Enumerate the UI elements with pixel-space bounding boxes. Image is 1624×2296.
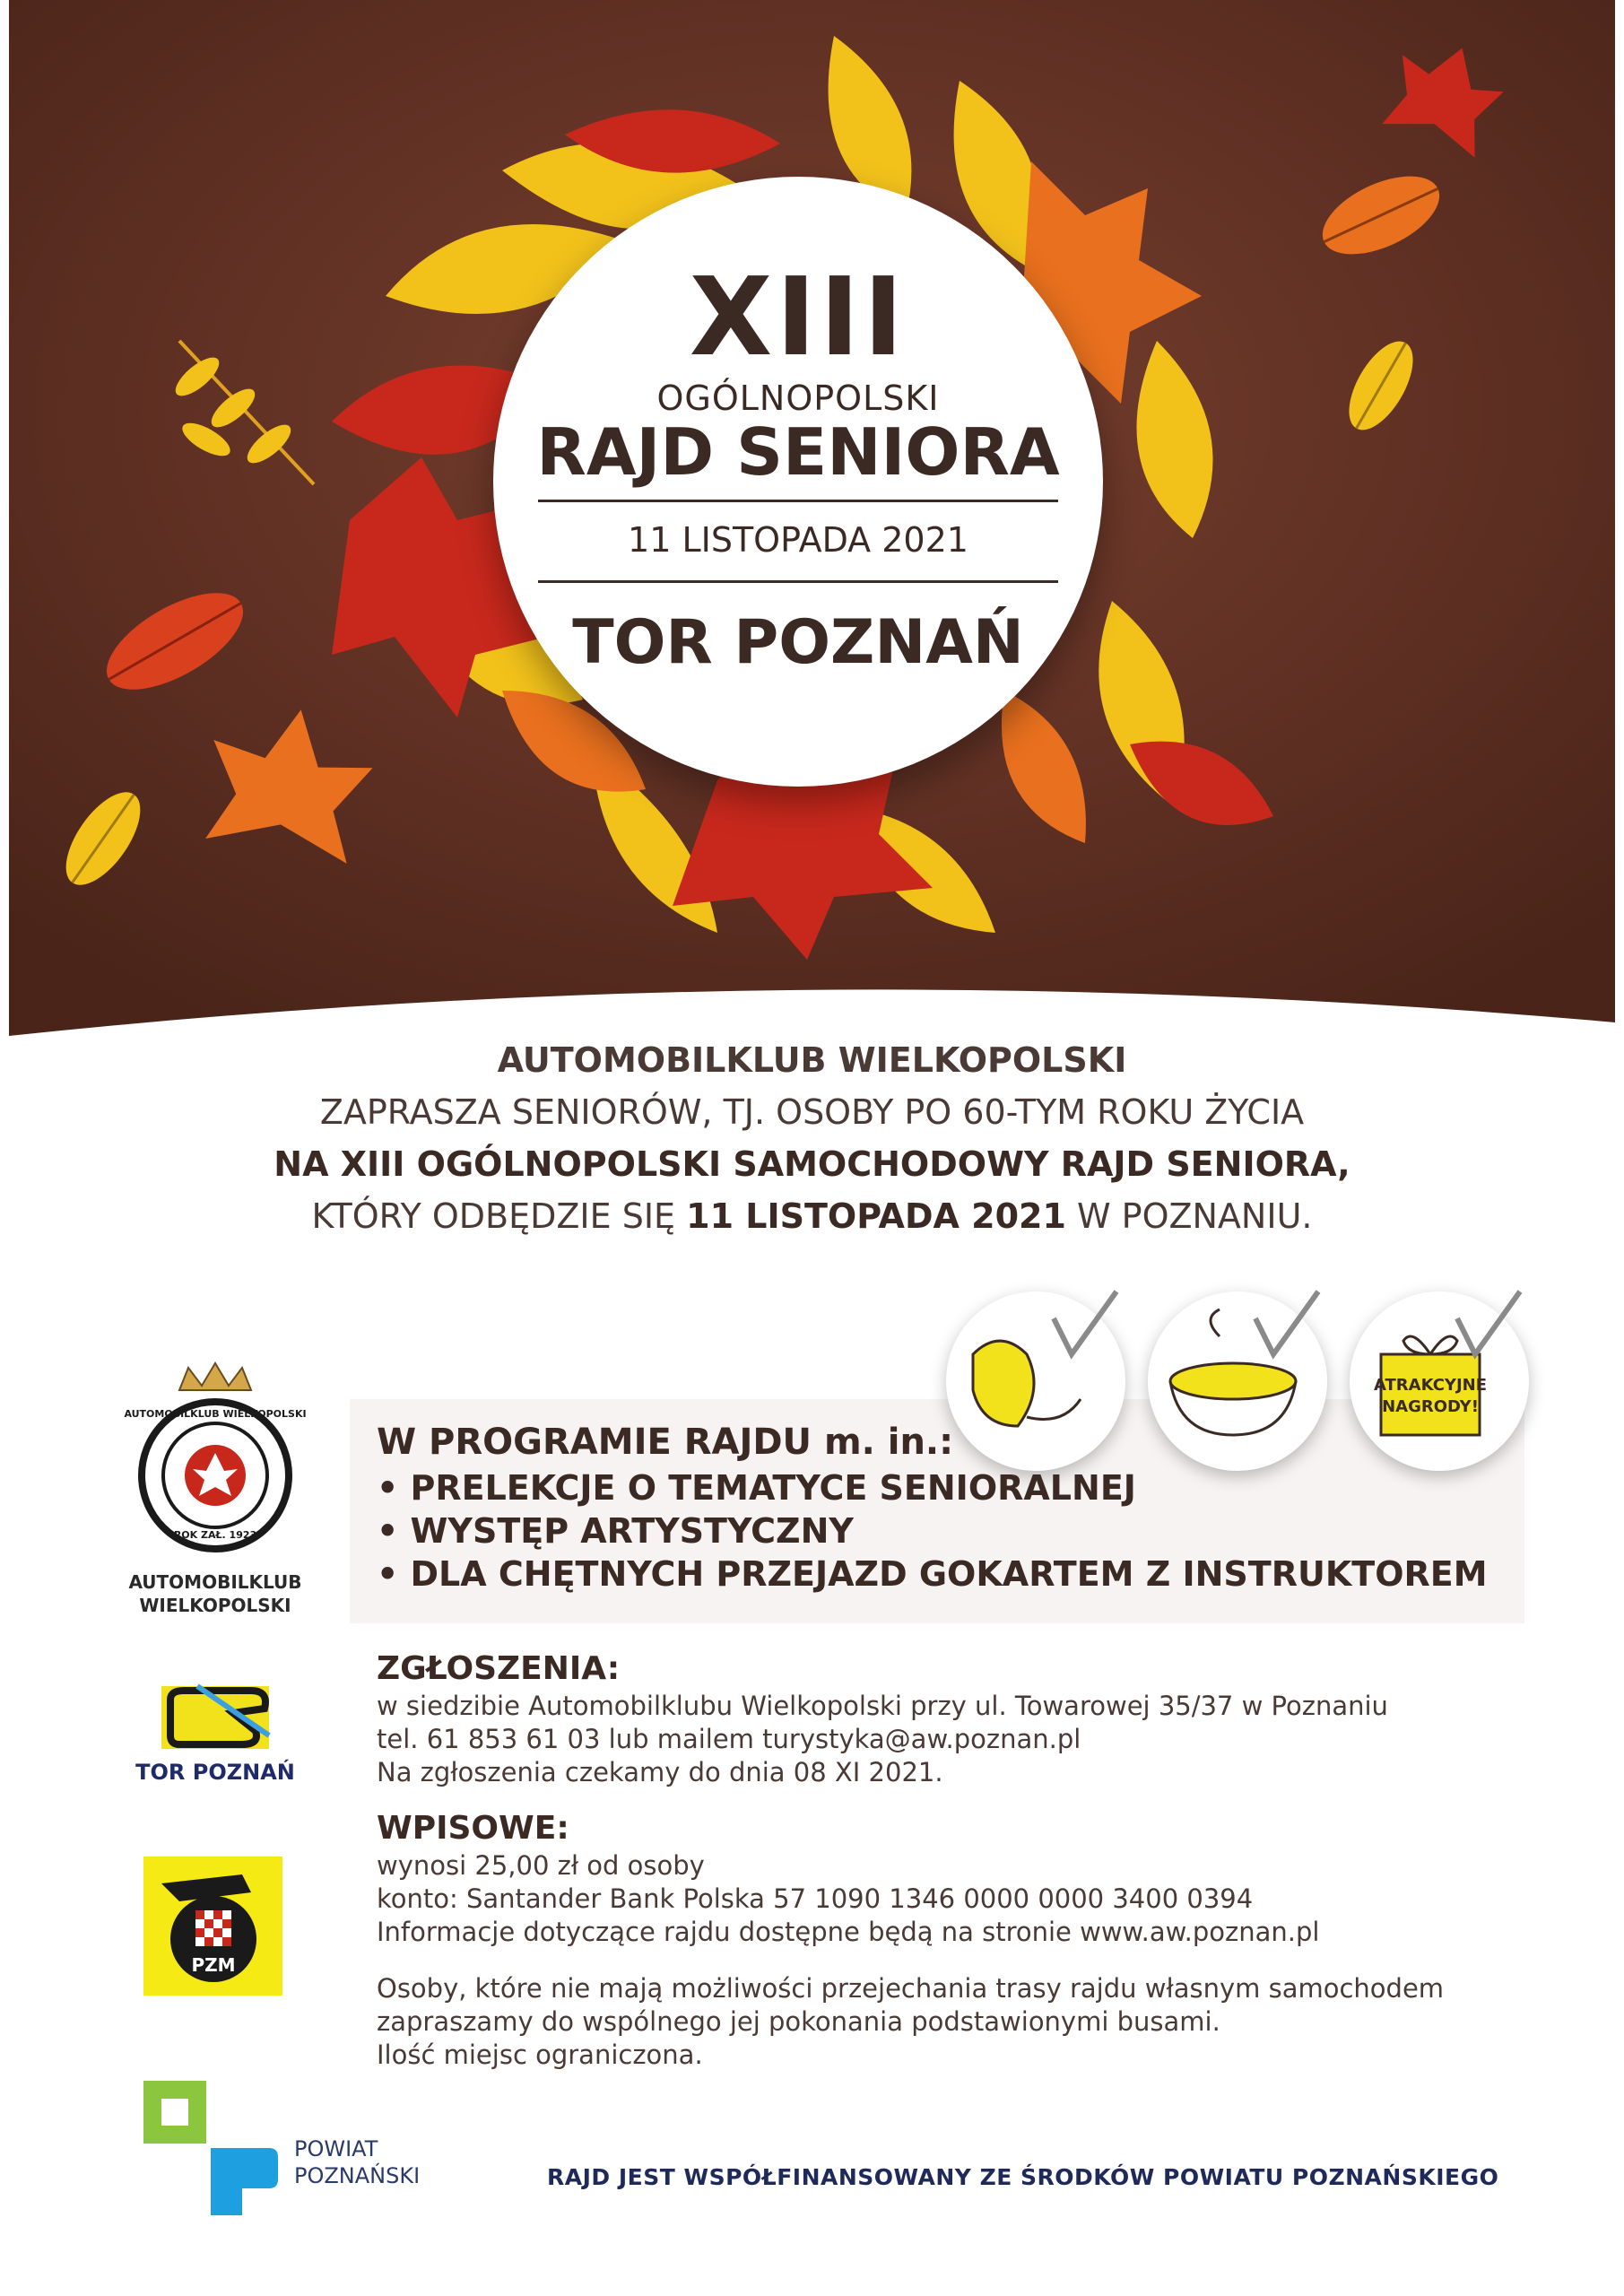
coffee-badge <box>1148 1292 1327 1471</box>
bus-note-line: zapraszamy do wspólnego jej pokonania podstawionymi busami. <box>377 2006 1220 2037</box>
powiat-emblem <box>143 2081 278 2215</box>
divider-top <box>538 500 1058 502</box>
intro-line-2: ZAPRASZA SENIORÓW, TJ. OSOBY PO 60-TYM ROKU ŻYCIA <box>319 1092 1305 1132</box>
title-circle <box>493 177 1103 787</box>
bus-note-line: Ilość miejsc ograniczona. <box>377 2039 703 2070</box>
registration-title: ZGŁOSZENIA: <box>377 1650 621 1687</box>
automobilklub-label-2: WIELKOPOLSKI <box>139 1595 291 1616</box>
prizes-line-1: ATRAKCYJNE <box>1373 1376 1488 1395</box>
pzm-label: PZM <box>191 1954 236 1976</box>
program-item: • WYSTĘP ARTYSTYCZNY <box>377 1511 854 1551</box>
prizes-line-2: NAGRODY! <box>1382 1397 1479 1416</box>
powiat-label-1: POWIAT <box>294 2136 378 2161</box>
intro-line-4-date: 11 LISTOPADA 2021 <box>686 1196 1066 1236</box>
program-item: • PRELEKCJE O TEMATYCE SENIORALNEJ <box>377 1468 1136 1508</box>
program-item: • DLA CHĘTNYCH PRZEJAZD GOKARTEM Z INSTRUKTOREM <box>377 1554 1488 1594</box>
fee-title: WPISOWE: <box>377 1810 569 1847</box>
pzm-emblem <box>143 1857 282 1996</box>
divider-bottom <box>538 580 1058 583</box>
registration-line: Na zgłoszenia czekamy do dnia 08 XI 2021. <box>377 1757 943 1787</box>
fee-line: wynosi 25,00 zł od osoby <box>377 1850 705 1881</box>
event-date: 11 LISTOPADA 2021 <box>628 520 968 560</box>
gift-icon <box>1350 1292 1529 1471</box>
edition-subtitle: OGÓLNOPOLSKI <box>656 378 940 418</box>
event-venue: TOR POZNAŃ <box>572 607 1024 678</box>
coffee-cup-icon <box>1148 1292 1327 1471</box>
hero-banner <box>9 0 1615 1040</box>
registration-line: tel. 61 853 61 03 lub mailem turystyka@aw.poznan.pl <box>377 1724 1081 1754</box>
powiat-label-2: POZNAŃSKI <box>294 2163 421 2188</box>
croissant-badge <box>946 1292 1125 1471</box>
powiat-logo <box>143 2081 278 2215</box>
automobilklub-label-1: AUTOMOBILKLUB <box>128 1571 302 1593</box>
pzm-logo <box>143 1857 282 1996</box>
intro-line-4-end: W POZNANIU. <box>1065 1196 1313 1236</box>
automobilklub-ring-text: AUTOMOBILKLUB WIELKOPOLSKI <box>124 1408 307 1420</box>
intro-line-3: NA XIII OGÓLNOPOLSKI SAMOCHODOWY RAJD SENIORA, <box>274 1144 1350 1184</box>
intro-line-4-start: KTÓRY ODBĘDZIE SIĘ <box>311 1196 687 1236</box>
croissant-icon <box>946 1292 1125 1471</box>
prizes-badge <box>1350 1292 1529 1471</box>
organizer-name: AUTOMOBILKLUB WIELKOPOLSKI <box>497 1040 1127 1080</box>
bus-note-line: Osoby, które nie mają możliwości przejechania trasy rajdu własnym samochodem <box>377 1973 1445 2004</box>
program-heading: W PROGRAMIE RAJDU m. in.: <box>377 1422 954 1463</box>
automobilklub-founded: ROK ZAŁ. 1923 <box>173 1529 257 1541</box>
tor-poznan-label: TOR POZNAŃ <box>135 1760 295 1785</box>
fee-line: Informacje dotyczące rajdu dostępne będą na stronie www.aw.poznan.pl <box>377 1917 1320 1947</box>
edition-number: XIII <box>689 256 908 380</box>
automobilklub-logo <box>124 1363 307 1561</box>
registration-line: w siedzibie Automobilklubu Wielkopolski przy ul. Towarowej 35/37 w Poznaniu <box>377 1691 1388 1721</box>
automobilklub-emblem <box>124 1363 307 1561</box>
event-title: RAJD SENIORA <box>536 414 1060 490</box>
fee-line: konto: Santander Bank Polska 57 1090 1346 0000 0000 3400 0394 <box>377 1883 1254 1914</box>
funding-note: RAJD JEST WSPÓŁFINANSOWANY ZE ŚRODKÓW POWIATU POZNAŃSKIEGO <box>547 2164 1499 2190</box>
intro-line-4 <box>0 1196 1624 1236</box>
racetrack-icon <box>143 1682 287 1753</box>
